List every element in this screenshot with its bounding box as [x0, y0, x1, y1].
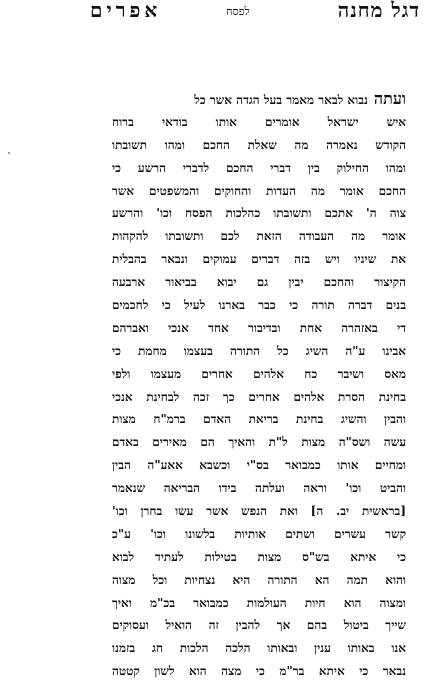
text-line: אנו באותו ענין ובאותו הלכה הלכות חג בזמנו	[112, 641, 406, 656]
text-line: עשה ושס"ה מצות ל"ת והאיך הם מאירים באדם	[112, 435, 406, 450]
text-line: נבאר כי איתא בר"מ כי מצה הוא לשון קטטה	[112, 664, 406, 679]
text-line: צוה ה' אתכם ותשובתו כהלכות הפסח וכו' והרשע	[112, 206, 406, 221]
text-line: והבין והשיג בחינת בריאת האדם ברמ"ח מצות	[112, 412, 406, 427]
text-line: קשר עשרים ושתים אותיות בלשונו וכו' ע"כ	[112, 526, 406, 541]
text-line: והביט וכו' וראה ועלתה בידו הבריאה שנאמר	[112, 481, 406, 496]
portion-name: אפרים	[90, 0, 162, 22]
text-line: מאס ושיבר כח אלהים אחרים מעצמו ולפי	[112, 366, 406, 381]
page-header	[0, 0, 428, 30]
text-line: כי איתא בש"ס מצות בטילות לעתיד לבוא	[112, 549, 406, 564]
text-line: איש ישראל אומרים אותו בודאי ברוח	[112, 114, 406, 129]
text-line: הקיצור והחכם יבין גם יבוא בביאור ארבעה	[112, 275, 406, 290]
section-label: לפסח	[226, 5, 250, 18]
text-line: די באזהרה אחת ובדיבור אחד אנכי ואברהם	[112, 320, 406, 335]
text-line: ומחיים אותו כמבואר בס"י וכשבא אאע"ה הבין	[112, 458, 406, 473]
body-text	[112, 88, 406, 683]
text-line: אבינו ע"ה השיג כל התורה בעצמו מחמת כי	[112, 343, 406, 358]
text-line: אומר מה העבודה הזאת לכם ותשובתו להקהות	[112, 229, 406, 244]
text-line: הקודש נאמרה מה שאלת החכם ומהו תשובתו	[112, 137, 406, 152]
running-title: דגל מחנה	[337, 0, 420, 22]
text-line: בנים דברה תורה כי כבר בארנו לעיל כי לחכמים	[112, 298, 406, 313]
opening-word: ועתה	[373, 89, 406, 108]
text-line: והוא תמה הא התורה היא נצחיות וכל מצוה	[112, 572, 406, 587]
text-line: ומצוה הוא חיות העולמות כמבואר בכ"מ ואיך	[112, 595, 406, 610]
text-line: [בראשית יב. ה] ואת הנפש אשר עשו בחרן וכו'	[112, 504, 406, 519]
text-line	[112, 88, 406, 111]
text-line: שייך ביטול בהם אך להבין זה הואיל ועסוקים	[112, 618, 406, 633]
text-line: בחינת הסרת אלהים אחרים כך זכה לבחינת אנכי	[112, 389, 406, 404]
text-line: את שיניו ויש בזה דברים עמוקים ונבאר בהבלית	[112, 252, 406, 267]
text-line: החכם אומר מה העדות והחוקים והמשפטים אשר	[112, 183, 406, 198]
text-line: ומהו החילוק בין דברי החכם לדברי הרשע כי	[112, 160, 406, 175]
margin-mark	[8, 152, 10, 154]
first-line-text: נבוא לבאר מאמר בעל הגדה אשר כל	[194, 93, 368, 107]
